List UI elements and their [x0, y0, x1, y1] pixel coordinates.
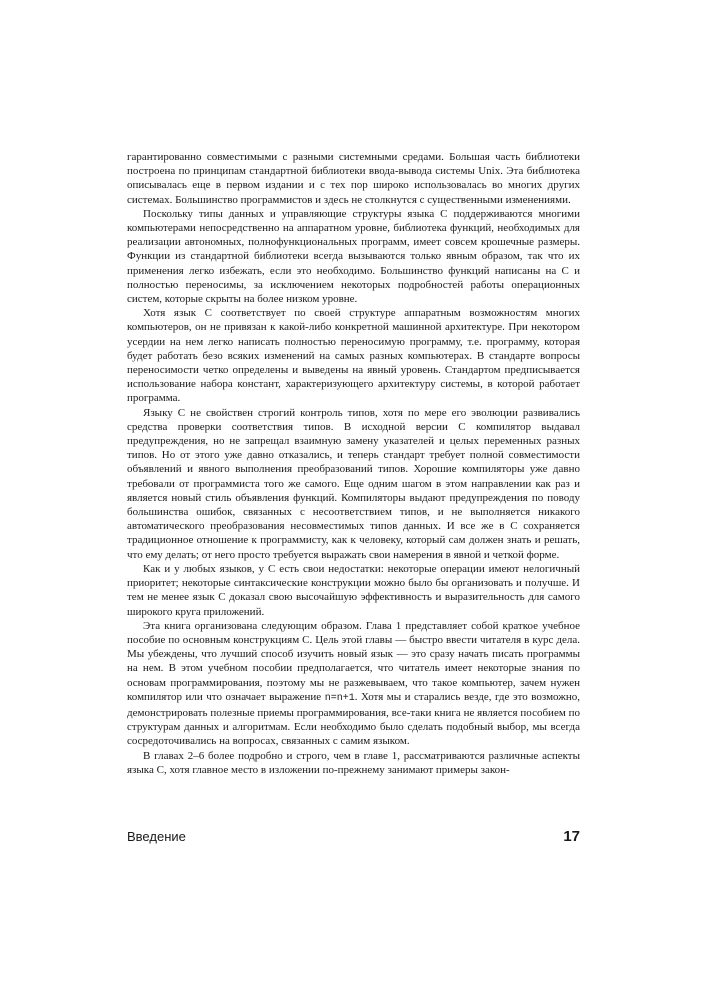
paragraph-1: гарантированно совместимыми с разными системными средами. Большая часть библиотеки построена по принципам стандартной библиотеки ввода-вывода системы Unix. Эта библиотека описывалась еще в первом издании и с тех пор широко использовалась во многих других системах. Большинство программистов и здесь не столкнутся с существенными изменениями. [127, 151, 580, 206]
paragraph-7: В главах 2–6 более подробно и строго, чем в главе 1, рассматриваются различные аспекты языка С, хотя главное место в изложении по-прежнему занимают примеры закон- [127, 749, 580, 776]
paragraph-3: Хотя язык С соответствует по своей структуре аппаратным возможностям многих компьютеров, он не привязан к какой-либо конкретной машинной архитектуре. При некотором усердии на нем легко написать полностью переносимую программу, т.е. программу, которая будет работать безо всяких изменений на самых разных компьютерах. В стандарте вопросы переносимости четко определены и выведены на явный уровень. Стандартом предписывается использование набора констант, характеризующего архитектуру системы, в которой работает программа. [127, 307, 580, 405]
paragraph-6-end: . Хотя мы и старались везде, где это возможно, демонстрировать полезные приемы программирования, все-таки книга не является пособием по структурам данных и алгоритмам. Если необходимо было сделать подобный выбор, мы всегда сосредоточивались на вопросах, связанных с самим языком. [127, 690, 581, 748]
page-number: 17 [563, 828, 580, 845]
paragraph-4: Языку С не свойствен строгий контроль типов, хотя по мере его эволюции развивались средства проверки соответствия типов. В исходной версии С компилятор выдавал предупреждения, но не запрещал взаимную замену указателей и целых переменных разных типов. Но от этого уже давно отказались, и теперь стандарт требует полной совместимости объявлений и явного выполнения преобразований типов. Хорошие компиляторы уже давно требовали от программиста того же самого. Еще одним шагом в этом направлении как раз и является новый стиль объявления функций. Компиляторы выдают предупреждения по поводу большинства ошибок, связанных с несоответствием типов, и не выполняется никакого автоматического преобразования несовместимых типов данных. И все же в С сохраняется традиционное отношение к программисту, как к человеку, который сам должен знать и решать, что ему делать; от него просто требуется выражать свои намерения в явной и четкой форме. [127, 406, 580, 561]
running-head-text: Введение [127, 829, 186, 844]
paragraph-2: Поскольку типы данных и управляющие структуры языка С поддерживаются многими компьютерами непосредственно на аппаратном уровне, библиотека функций, необходимых для реализации автономных, полнофункциональных программ, имеет совсем крошечные размеры. Функции из стандартной библиотеки всегда вызываются только явным образом, так что их применения легко избежать, если это необходимо. Большинство функций написаны на С и полностью переносимы, за исключением некоторых подробностей работы операционных систем, которые скрыты на более низком уровне. [127, 207, 580, 306]
code-expression: n=n+1 [324, 692, 355, 704]
paragraph-5: Как и у любых языков, у С есть свои недостатки: некоторые операции имеют нелогичный приоритет; некоторые синтаксические конструкции можно было бы организовать и получше. И тем не менее язык С доказал свою высочайшую эффективность и выразительность для самого широкого круга приложений. [127, 562, 580, 618]
paragraph-6 [127, 619, 580, 749]
body-text [127, 150, 580, 777]
page-footer [127, 828, 580, 845]
paragraph-6-start: Эта книга организована следующим образом. Глава 1 представляет собой краткое учебное пособие по основным конструкциям С. Цель этой главы — быстро ввести читателя в курс дела. Мы убеждены, что лучший способ изучить новый язык — это сразу начать писать программы на нем. В этом учебном пособии предполагается, что читатель имеет некоторые знания по основам программирования, поэтому мы не разжевываем, что такое компьютер, зачем нужен компилятор или что означает выражение [127, 619, 580, 703]
running-head [127, 829, 186, 844]
